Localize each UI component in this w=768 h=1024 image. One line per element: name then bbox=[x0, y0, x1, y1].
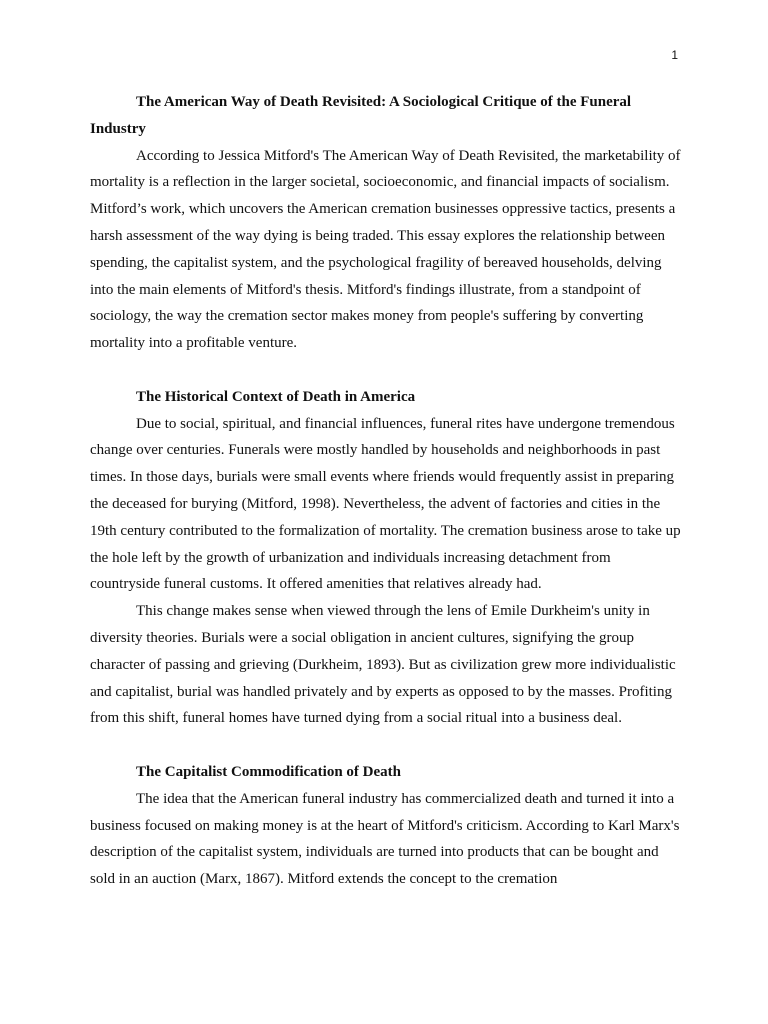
historical-context-paragraph-1: Due to social, spiritual, and financial influences, funeral rites have undergone tremendous change over centuries. Funerals were mostly handled by households and neighborhoods in past times. In those days, burials were small events where friends would frequently assist in preparing the deceased for burying (Mitford, 1998). Nevertheless, the advent of factories and cities in the 19th century contributed to the formalization of mortality. The cremation business arose to take up the hole left by the growth of urbanization and individuals increasing detachment from countryside funeral customs. It offered amenities that relatives already had. bbox=[90, 415, 681, 593]
section-heading-historical-context: The Historical Context of Death in America bbox=[136, 388, 416, 405]
capitalist-commodification-paragraph-1: The idea that the American funeral industry has commercialized death and turned it into a business focused on making money is at the heart of Mitford's criticism. According to Karl Marx's description of the capitalist system, individuals are turned into products that can be bought and sold in an auction (Marx, 1867). Mitford extends the concept to the cremation bbox=[90, 790, 680, 888]
intro-paragraph: According to Jessica Mitford's The American Way of Death Revisited, the marketability of mortality is a reflection in the larger societal, socioeconomic, and financial impacts of socialism. Mitford’s work, which uncovers the American cremation businesses oppressive tactics, presents a harsh assessment of the way dying is being traded. This essay explores the relationship between spending, the capitalist system, and the psychological fragility of bereaved households, delving into the main elements of Mitford's thesis. Mitford's findings illustrate, from a standpoint of sociology, the way the cremation sector makes money from people's suffering by converting mortality into a profitable venture. bbox=[90, 147, 681, 352]
section-spacer bbox=[90, 357, 682, 384]
document-body bbox=[90, 89, 682, 893]
historical-context-paragraph-2: This change makes sense when viewed through the lens of Emile Durkheim's unity in diversity theories. Burials were a social obligation in ancient cultures, signifying the group character of passing and grieving (Durkheim, 1893). But as civilization grew more individualistic and capitalist, burial was handled privately and by experts as opposed to by the masses. Profiting from this shift, funeral homes have turned dying from a social ritual into a business deal. bbox=[90, 603, 676, 727]
document-title: The American Way of Death Revisited: A Sociological Critique of the Funeral Industry bbox=[90, 94, 632, 137]
section-spacer bbox=[90, 732, 682, 759]
section-heading-capitalist-commodification: The Capitalist Commodification of Death bbox=[136, 763, 401, 780]
page-number: 1 bbox=[671, 48, 678, 62]
